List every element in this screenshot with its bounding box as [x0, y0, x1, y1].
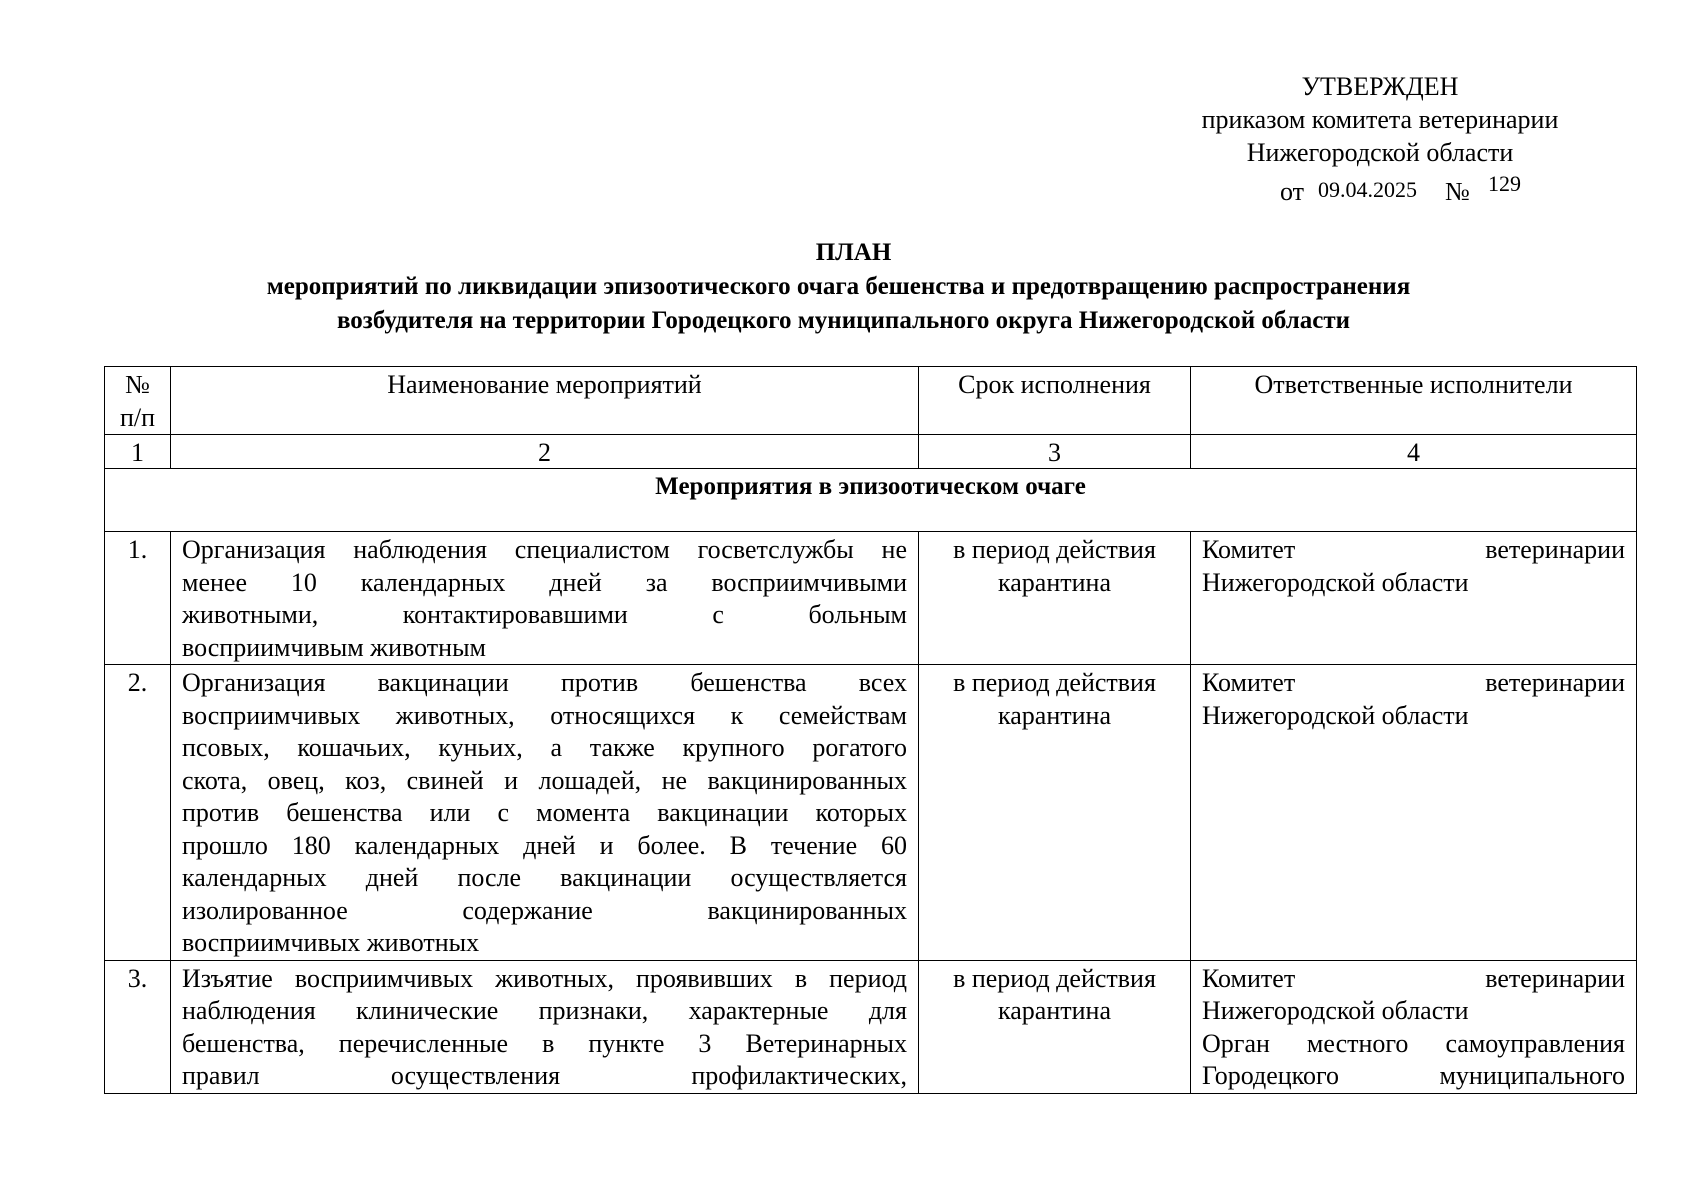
description-line: восприимчивых животных [182, 928, 480, 957]
description-line: наблюдения клинические признаки, характерные для [182, 996, 907, 1025]
row-number: 2. [105, 665, 171, 961]
term-line: карантина [998, 700, 1111, 730]
plan-title-subtitle-2: возбудителя на территории Городецкого муниципального округа Нижегородской области [336, 307, 1351, 334]
term-line: карантина [998, 567, 1111, 597]
approval-region-line: Нижегородской области [1246, 138, 1514, 167]
plan-title [0, 236, 1697, 338]
responsible-line: Нижегородской области [1202, 700, 1469, 730]
header-number-pp: п/п [119, 402, 156, 432]
header-number [105, 367, 171, 435]
row-number: 1. [105, 532, 171, 665]
responsible-line: Комитет ветеринарии [1202, 535, 1625, 564]
section-title: Мероприятия в эпизоотическом очаге [105, 469, 1637, 532]
responsible-line: Городецкого муниципального [1202, 1061, 1625, 1090]
term-line: карантина [998, 996, 1111, 1025]
row-number: 3. [105, 960, 171, 1093]
row-term [919, 960, 1191, 1093]
approval-stamp [1150, 70, 1610, 205]
description-line: календарных дней после вакцинации осуществляется [182, 863, 907, 892]
section-row [105, 469, 1637, 532]
responsible-line: Комитет ветеринарии [1202, 668, 1625, 697]
description-line: бешенства, перечисленные в пункте 3 Ветеринарных [182, 1028, 907, 1058]
approval-number: 129 [1488, 171, 1521, 196]
approval-date-line [1150, 169, 1610, 205]
approval-order-line: приказом комитета ветеринарии [1201, 105, 1559, 134]
table-row [105, 960, 1637, 1093]
description-line: Организация вакцинации против бешенства всех [182, 668, 907, 697]
column-number-1: 1 [105, 435, 171, 469]
column-number-3: 3 [919, 435, 1191, 469]
row-description [171, 960, 919, 1093]
responsible-line: Нижегородской области [1202, 567, 1469, 597]
description-line: псовых, кошачьих, куньих, а также крупного рогатого [182, 733, 907, 762]
column-number-row [105, 435, 1637, 469]
approval-number-label: № [1445, 177, 1470, 206]
table-row [105, 532, 1637, 665]
header-name: Наименование мероприятий [171, 367, 919, 435]
header-number-sign: № [125, 370, 150, 399]
description-line: восприимчивых животных, относящихся к семействам [182, 700, 907, 730]
row-responsible [1191, 532, 1637, 665]
responsible-line: Комитет ветеринарии [1202, 963, 1625, 993]
row-term [919, 532, 1191, 665]
term-line: в период действия [953, 668, 1156, 697]
term-line: в период действия [953, 535, 1156, 564]
description-line: скота, овец, коз, свиней и лошадей, не вакцинированных [182, 765, 907, 795]
row-term [919, 665, 1191, 961]
term-line: в период действия [953, 963, 1156, 993]
table-header-row [105, 367, 1637, 435]
row-responsible [1191, 960, 1637, 1093]
description-line: Изъятие восприимчивых животных, проявивших в период [182, 963, 907, 993]
table-row [105, 665, 1637, 961]
plan-table [104, 366, 1637, 1094]
description-line: изолированное содержание вакцинированных [182, 895, 907, 925]
column-number-2: 2 [171, 435, 919, 469]
description-line: правил осуществления профилактических, [182, 1061, 907, 1090]
row-description [171, 532, 919, 665]
approval-from-label: от [1280, 177, 1305, 206]
description-line: Организация наблюдения специалистом госветслужбы не [182, 535, 907, 564]
description-line: животными, контактировавшими с больным [182, 600, 907, 629]
responsible-line: Орган местного самоуправления [1202, 1028, 1625, 1058]
description-line: против бешенства или с момента вакцинации которых [182, 798, 907, 827]
approval-title: УТВЕРЖДЕН [1301, 72, 1459, 101]
description-line: прошло 180 календарных дней и более. В течение 60 [182, 830, 907, 860]
description-line: восприимчивым животным [182, 632, 487, 662]
approval-date: 09.04.2025 [1318, 177, 1417, 202]
header-term: Срок исполнения [919, 367, 1191, 435]
responsible-line: Нижегородской области [1202, 996, 1469, 1025]
plan-title-heading: ПЛАН [815, 239, 892, 266]
plan-title-subtitle-1: мероприятий по ликвидации эпизоотического очага бешенства и предотвращению распространения [266, 273, 1411, 300]
header-responsible: Ответственные исполнители [1191, 367, 1637, 435]
row-description [171, 665, 919, 961]
column-number-4: 4 [1191, 435, 1637, 469]
description-line: менее 10 календарных дней за восприимчивыми [182, 567, 907, 597]
row-responsible [1191, 665, 1637, 961]
